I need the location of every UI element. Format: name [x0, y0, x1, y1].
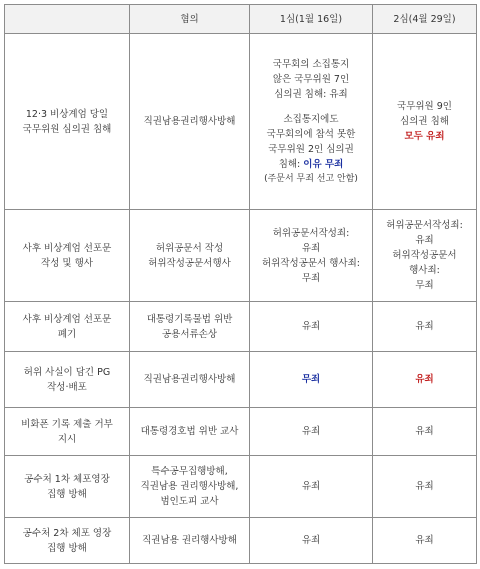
first-trial-line: 국무회의 소집통지	[272, 58, 350, 70]
first-trial-line: 심의권 침해: 유죄	[274, 88, 348, 100]
first-trial-line: 허위작성공문서 행사죄:	[262, 257, 360, 269]
header-second-trial: 2심(4월 29일)	[373, 5, 477, 34]
crime-line: 직권남용권리행사방해	[143, 374, 236, 385]
crime-cell	[130, 408, 250, 456]
crime-line: 직권남용 권리행사방해	[142, 535, 237, 546]
table-header-row	[5, 5, 477, 34]
crime-cell	[130, 34, 250, 210]
charge-line: 지시	[57, 433, 77, 445]
first-trial-line: 국무위원 2인 심의권	[268, 143, 354, 155]
charge-line: 비화폰 기록 제출 거부	[21, 418, 113, 430]
conviction-highlight: 모두 유죄	[404, 131, 445, 142]
acquittal-highlight: 이유 무죄	[303, 158, 344, 170]
charge-line: 공수처 2차 체포 영장	[22, 527, 112, 539]
header-crime: 혐의	[130, 5, 250, 34]
second-trial-cell: 유죄	[373, 408, 477, 456]
charge-cell	[5, 302, 130, 352]
first-trial-line: 국무회의에 참석 못한	[266, 128, 356, 140]
charge-line: 사후 비상계엄 선포문	[22, 242, 112, 254]
crime-line: 대통령경호법 위반 교사	[140, 426, 239, 437]
charge-line: 국무위원 심의권 침해	[22, 123, 112, 135]
crime-line: 직권남용권리행사방해	[143, 116, 236, 127]
second-trial-line: 심의권 침해	[400, 116, 449, 127]
charge-cell	[5, 456, 130, 518]
charge-line: 사후 비상계엄 선포문	[22, 313, 112, 325]
second-trial-cell	[373, 210, 477, 302]
crime-cell	[130, 302, 250, 352]
table-row	[5, 456, 477, 518]
crime-cell	[130, 518, 250, 564]
first-trial-line: 허위공문서작성죄:	[272, 227, 350, 239]
charge-line: 작성 및 행사	[41, 257, 93, 269]
charge-line: 집행 방해	[47, 542, 87, 554]
first-trial-note: (주문서 무죄 선고 안함)	[264, 173, 358, 184]
first-trial-line	[253, 157, 369, 172]
crime-cell	[130, 456, 250, 518]
crime-line: 허위작성공문서행사	[148, 257, 231, 269]
charge-line: 12·3 비상계엄 당일	[25, 108, 109, 120]
header-charge	[5, 5, 130, 34]
header-first-trial: 1심(1월 16일)	[250, 5, 373, 34]
second-trial-line: 허위작성공문서 행사죄:	[392, 250, 457, 276]
table-row	[5, 210, 477, 302]
charge-line: 집행 방해	[47, 488, 87, 500]
first-trial-cell	[250, 210, 373, 302]
second-trial-cell: 유죄	[373, 518, 477, 564]
first-trial-cell: 유죄	[250, 456, 373, 518]
table-row	[5, 34, 477, 210]
charge-line: 폐기	[57, 328, 77, 340]
crime-cell	[130, 352, 250, 408]
first-trial-text: 침해:	[278, 158, 304, 170]
verdict-comparison-table-wrapper	[4, 4, 476, 564]
first-trial-cell: 유죄	[250, 302, 373, 352]
first-trial-cell: 유죄	[250, 408, 373, 456]
table-row	[5, 302, 477, 352]
second-trial-line: 국무위원 9인	[397, 101, 452, 112]
first-trial-cell	[250, 34, 373, 210]
verdict-comparison-table	[4, 4, 477, 564]
second-trial-cell: 유죄	[373, 302, 477, 352]
crime-line: 대통령기록물법 위반	[146, 313, 233, 325]
table-row	[5, 408, 477, 456]
second-trial-cell	[373, 34, 477, 210]
crime-line: 허위공문서 작성	[155, 242, 224, 254]
first-trial-line: 유죄	[301, 242, 321, 254]
second-trial-conviction: 유죄	[373, 352, 477, 408]
charge-cell	[5, 518, 130, 564]
first-trial-line: 무죄	[301, 272, 321, 284]
charge-cell	[5, 34, 130, 210]
crime-line: 범인도피 교사	[160, 496, 219, 507]
crime-line: 특수공무집행방해,	[151, 466, 228, 477]
charge-cell	[5, 352, 130, 408]
second-trial-line: 허위공문서작성죄:	[386, 220, 463, 231]
charge-cell	[5, 408, 130, 456]
first-trial-cell: 유죄	[250, 518, 373, 564]
table-row	[5, 352, 477, 408]
charge-line: 작성·배포	[47, 381, 87, 393]
second-trial-line: 무죄	[415, 280, 434, 291]
first-trial-line: 소집통지에도	[283, 113, 339, 125]
first-trial-line: 않은 국무위원 7인	[272, 73, 350, 85]
crime-line: 직권남용 권리행사방해,	[140, 481, 239, 492]
crime-line: 공용서류손상	[161, 328, 218, 340]
first-trial-acquittal: 무죄	[250, 352, 373, 408]
table-row	[5, 518, 477, 564]
charge-line: 공수처 1차 체포영장	[24, 473, 110, 485]
second-trial-line: 유죄	[415, 235, 434, 246]
second-trial-cell: 유죄	[373, 456, 477, 518]
charge-cell	[5, 210, 130, 302]
charge-line: 허위 사실이 담긴 PG	[23, 366, 111, 378]
crime-cell	[130, 210, 250, 302]
